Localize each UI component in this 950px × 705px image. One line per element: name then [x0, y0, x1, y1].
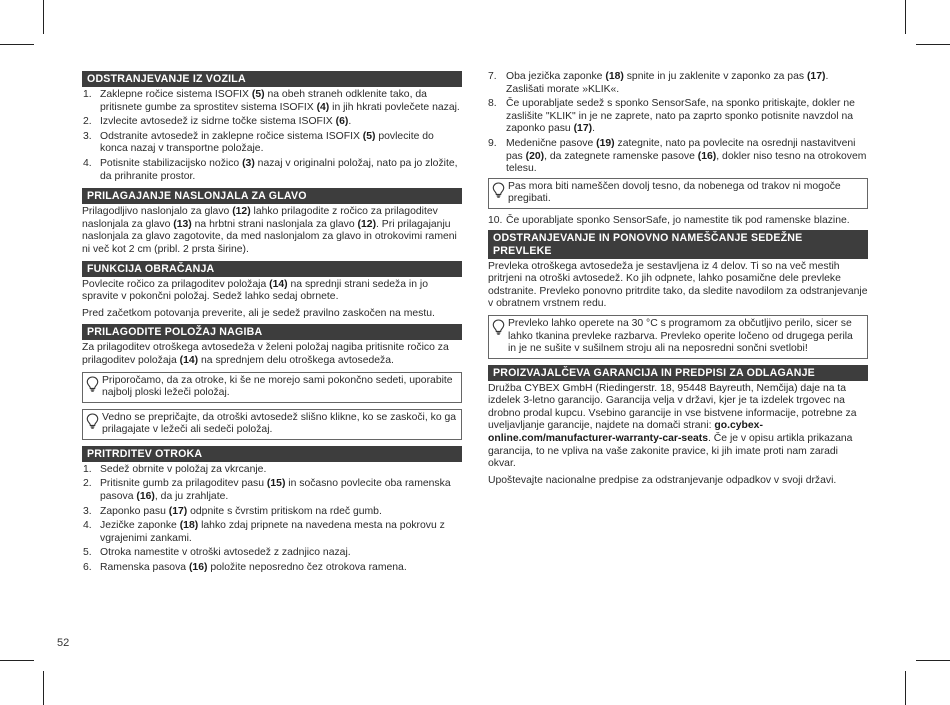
crop-mark	[0, 44, 34, 45]
note-text: Priporočamo, da za otroke, ki še ne morejo sami pokončno sedeti, uporabite najbolj ploski ležeči položaj.	[102, 374, 453, 399]
disposal-text: Upoštevajte nacionalne predpise za odstranjevanje odpadkov v svoji državi.	[488, 474, 837, 486]
item-text: Odstranite avtosedež in zaklepne ročice sistema ISOFIX (5) povlecite do konca nazaj v transportne položaje.	[100, 130, 434, 155]
item-number: 4.	[83, 520, 92, 532]
lightbulb-icon	[492, 319, 505, 335]
removing-steps	[82, 89, 462, 183]
list-item	[488, 71, 868, 96]
crop-mark	[0, 660, 34, 661]
note-text: Vedno se prepričajte, da otroški avtosedež slišno klikne, ko se zaskoči, ko ga prilagajate v ležeči ali sedeči položaj.	[102, 411, 457, 436]
rotation-text: Povlecite ročico za prilagoditev položaja (14) na sprednji strani sedeža in jo spravite v pokončni položaj. Sedež lahko sedaj obrnete.	[82, 278, 428, 303]
list-item	[488, 98, 868, 136]
item-number: 5.	[83, 547, 92, 559]
crop-mark	[916, 44, 950, 45]
item-text: Pritisnite gumb za prilagoditev pasu (15) in sočasno povlecite oba ramenska pasova (16), da ju zrahljate.	[100, 478, 451, 503]
item-number: 10.	[488, 214, 503, 226]
section-header-rotation: FUNKCIJA OBRAČANJA	[82, 261, 462, 277]
list-item	[82, 131, 462, 156]
securing-steps-continued	[488, 71, 868, 176]
item-text: Če uporabljate sedež s sponko SensorSafe, na sponko pritiskajte, dokler ne zaslišite "KLIK" in je ne zaprete, nato pa zaprto sponko potisnite navzdol na zaponko pasu (17).	[506, 98, 855, 135]
item-number: 1.	[83, 89, 92, 100]
item-text: Potisnite stabilizacijsko nožico (3) nazaj v originalni položaj, nato pa jo zložite, da prihranite prostor.	[100, 157, 458, 182]
list-item	[82, 520, 462, 545]
lightbulb-icon	[86, 376, 99, 392]
left-column	[82, 71, 462, 577]
crop-mark	[43, 671, 44, 705]
warranty-text: Družba CYBEX GmbH (Riedingerstr. 18, 95448 Bayreuth, Nemčija) daje na ta izdelek 3-letno garancijo. Garancija velja v državi, kjer je ta izdelek trgovec na drobno prodal kupcu. Vsebino garancije in vse bistvene informacije, potrebne za uveljavljanje garancije, najdete na domači strani: go.cybex-online.com/manufacturer-warranty-car-seats. Če je v opisu artikla prikazana garancija, to ne vpliva na vaše zakonite pravice, ki jih imate proti nam zaradi okvar.	[488, 382, 857, 470]
item-number: 1.	[83, 463, 92, 475]
list-item	[82, 116, 462, 129]
item-number: 4.	[83, 157, 92, 169]
section-header-recline: PRILAGODITE POLOŽAJ NAGIBA	[82, 324, 462, 340]
note-box	[488, 315, 868, 359]
item-text: Otroka namestite v otroški avtosedež z zadnjico nazaj.	[100, 547, 351, 559]
crop-mark	[905, 0, 906, 34]
crop-mark	[916, 660, 950, 661]
list-item	[82, 562, 462, 575]
section-header-warranty: PROIZVAJALČEVA GARANCIJA IN PREDPISI ZA ODLAGANJE	[488, 365, 868, 381]
note-box	[82, 409, 462, 440]
item-text: Če uporabljate sponko SensorSafe, jo namestite tik pod ramenske blazine.	[506, 214, 850, 226]
list-item	[82, 89, 462, 114]
list-item	[488, 138, 868, 176]
item-text: Sedež obrnite v položaj za vkrcanje.	[100, 463, 267, 475]
section-header-headrest: PRILAGAJANJE NASLONJALA ZA GLAVO	[82, 188, 462, 204]
lightbulb-icon	[492, 182, 505, 198]
crop-mark	[43, 0, 44, 34]
securing-step-10	[488, 215, 868, 228]
rotation-check-text: Pred začetkom potovanja preverite, ali je sedež pravilno zaskočen na mestu.	[82, 307, 435, 319]
list-item	[82, 464, 462, 477]
item-number: 6.	[83, 562, 92, 574]
item-text: Izvlecite avtosedež iz sidrne točke sistema ISOFIX (6).	[100, 116, 352, 128]
note-text: Pas mora biti nameščen dovolj tesno, da nobenega od trakov ni mogoče pregibati.	[508, 180, 841, 205]
item-number: 3.	[83, 505, 92, 517]
item-number: 2.	[83, 116, 92, 128]
list-item	[82, 506, 462, 519]
list-item	[488, 215, 868, 228]
lightbulb-icon	[86, 413, 99, 429]
item-number: 2.	[83, 478, 92, 490]
item-text: Zaponko pasu (17) odpnite s čvrstim pritiskom na rdeč gumb.	[100, 505, 382, 517]
list-item	[82, 478, 462, 503]
recline-text: Za prilagoditev otroškega avtosedeža v želeni položaj nagiba pritisnite ročico za prilagoditev položaja (14) na sprednjem delu otroškega avtosedeža.	[82, 342, 449, 366]
section-header-removing: ODSTRANJEVANJE IZ VOZILA	[82, 71, 462, 87]
item-number: 9.	[488, 137, 497, 149]
note-box	[82, 372, 462, 403]
item-text: Oba jezička zaponke (18) spnite in ju zaklenite v zaponko za pas (17). Zaslišati morate »KLIK«.	[506, 71, 829, 95]
item-text: Ramenska pasova (16) položite neposredno čez otrokova ramena.	[100, 562, 407, 574]
item-number: 7.	[488, 71, 497, 82]
section-header-securing: PRITRDITEV OTROKA	[82, 446, 462, 462]
item-text: Zaklepne ročice sistema ISOFIX (5) na obeh straneh odklenite tako, da pritisnete gumbe za sprostitev sistema ISOFIX (4) in jih hkrati povlečete nazaj.	[100, 89, 460, 113]
crop-mark	[905, 671, 906, 705]
right-column	[488, 71, 868, 491]
cover-text: Prevleka otroškega avtosedeža je sestavljena iz 4 delov. Ti so na več mestih pritrjeni na otroški avtosedež. Ko jih odpnete, lahko posamične dele prevleke odstranite. Prevleko ponovno pritrdite tako, da sledite navodilom za odstranjevanje v obratnem vrstnem redu.	[488, 260, 868, 310]
note-box	[488, 178, 868, 209]
list-item	[82, 158, 462, 183]
item-text: Medenične pasove (19) zategnite, nato pa povlecite na osrednji nastavitveni pas (20), da zategnete ramenske pasove (16), dokler niso tesno na otrokovem telesu.	[506, 137, 867, 175]
section-header-cover: ODSTRANJEVANJE IN PONOVNO NAMEŠČANJE SEDEŽNE PREVLEKE	[488, 230, 868, 259]
item-text: Jezičke zaponke (18) lahko zdaj pripnete na navedena mesta na pokrovu z vgrajenimi zankami.	[100, 520, 445, 544]
page-number: 52	[57, 637, 70, 649]
item-number: 8.	[488, 98, 497, 110]
item-number: 3.	[83, 130, 92, 142]
note-text: Prevleko lahko operete na 30 °C s programom za občutljivo perilo, sicer se lahko tkanina prevleke razbarva. Prevleko operite ločeno od drugega perila in je ne sušite v sušilnem stroju ali na neposredni sončni svetlobi!	[508, 317, 853, 355]
list-item	[82, 547, 462, 560]
headrest-text: Prilagodljivo naslonjalo za glavo (12) lahko prilagodite z ročico za prilagoditev naslonjala za glavo (13) na hrbtni strani naslonjala za glavo (12). Pri prilagajanju naslonjala za glavo zagotovite, da med naslonjalom za glavo in otrokovimi rameni ni več kot 2 cm (pribl. 2 prsta širine).	[82, 206, 457, 255]
securing-steps	[82, 464, 462, 575]
